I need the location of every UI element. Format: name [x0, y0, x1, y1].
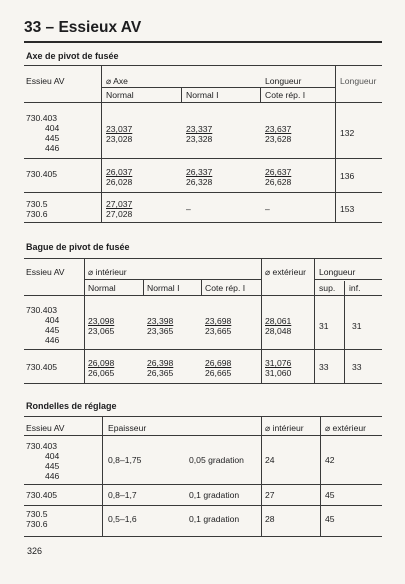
section-title-rondelles: Rondelles de réglage — [26, 401, 117, 411]
header-longueur-cut: Longueur — [340, 76, 377, 86]
title-rule — [24, 41, 382, 43]
table1-top-rule — [24, 65, 382, 66]
page-title: 33 – Essieux AV — [24, 19, 142, 36]
header-axe: ⌀ Axe — [106, 76, 128, 86]
header-normal: Normal — [106, 90, 134, 100]
header-normal-i: Normal I — [186, 90, 219, 100]
table2-top-rule — [24, 258, 382, 259]
section-title-axe: Axe de pivot de fusée — [26, 51, 119, 61]
header-essieu: Essieu AV — [26, 76, 65, 86]
document-page: 33 – Essieux AV Axe de pivot de fusée Essieu AV ⌀ Axe Longueur Longueur Normal Normal I Cote rép. I 730.403 404 445 446 23,037 23,028 23,337 23,328 23,637 23,628 132 730.405 26,037 26,028 26,337 26,328 26,637 26,628 136 730.5 730.6 27,037 27,028 – – 153 Bague de pivot de fusée Essieu AV ⌀ intérieur ⌀ extérieur Longueur Normal Normal I Cote rép. I sup. inf. 730.403 404 445 446 23,098 23,065 23,398 23,365 23,698 23,665 28,061 28,048 31 31 730.405 26,098 26,065 26,398 26,365 26,698 26,665 31,076 31,060 33 33 Rondelles de réglage Essieu AV Epaisseur ⌀ intérieur ⌀ extérieur 730.403 404 445 446 0,8–1,75 0,05 gradation 24 42 730.405 0,8–1,7 0,1 gradation 27 45 730.5 730.6 0,5–1,6 0,1 gradation 28 45 326 — [0, 0, 405, 584]
header-cote: Cote rép. I — [265, 90, 306, 100]
section-title-bague: Bague de pivot de fusée — [26, 242, 130, 252]
cell-value: 23,037 — [106, 124, 133, 134]
table3-top-rule — [24, 416, 382, 417]
table-row-model: 730.403 — [26, 113, 58, 123]
header-longueur: Longueur — [265, 76, 302, 86]
page-number: 326 — [27, 546, 43, 556]
